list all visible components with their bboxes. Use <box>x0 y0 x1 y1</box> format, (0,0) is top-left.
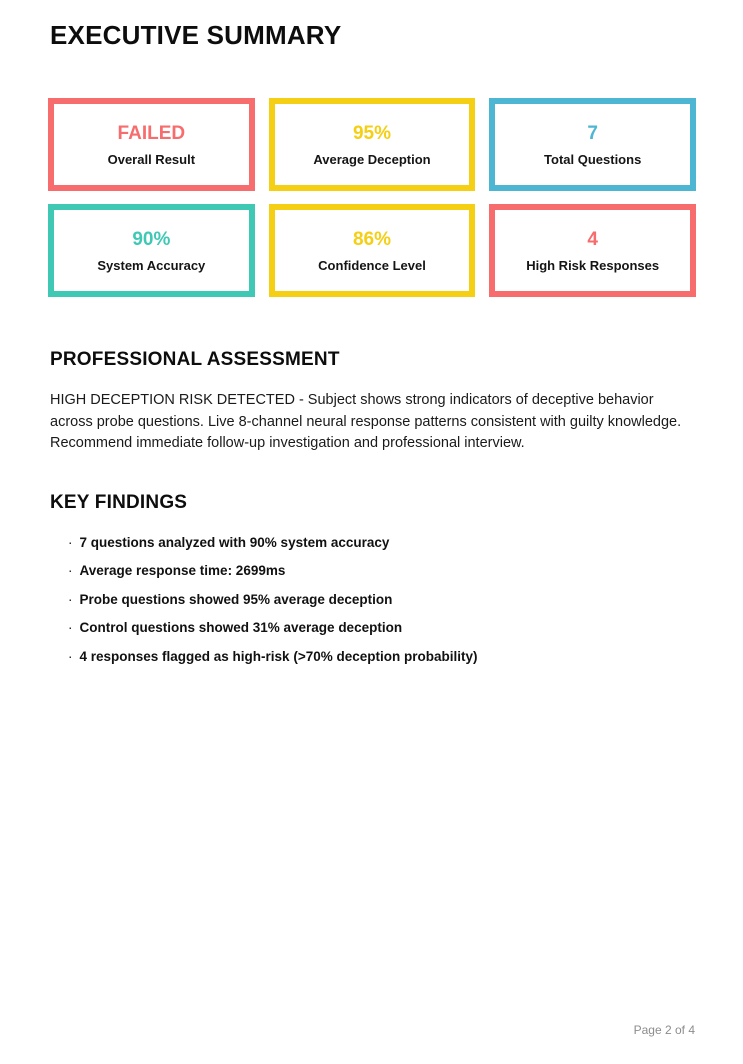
key-finding-item: · 7 questions analyzed with 90% system accuracy <box>68 534 693 551</box>
stat-label: Overall Result <box>107 151 196 167</box>
stat-value: 86% <box>352 228 391 250</box>
key-findings-heading: KEY FINDINGS <box>50 491 188 513</box>
key-finding-item: · Average response time: 2699ms <box>68 562 693 579</box>
page-number: Page 2 of 4 <box>633 1023 695 1037</box>
stat-card-system-accuracy <box>48 204 255 297</box>
stat-label: Confidence Level <box>318 257 426 273</box>
stat-card-average-deception <box>269 98 476 191</box>
stat-label: High Risk Responses <box>526 257 660 273</box>
stat-label: System Accuracy <box>97 257 206 273</box>
stat-value: 90% <box>132 228 171 250</box>
key-findings-list <box>68 534 693 665</box>
stat-card-total-questions <box>489 98 696 191</box>
professional-assessment-heading: PROFESSIONAL ASSESSMENT <box>50 349 340 370</box>
stat-label: Average Deception <box>313 151 431 167</box>
stat-card-confidence-level <box>269 204 476 297</box>
stat-label: Total Questions <box>544 151 642 167</box>
professional-assessment-body: HIGH DECEPTION RISK DETECTED - Subject shows strong indicators of deceptive behavior across probe questions. Live 8-channel neural response patterns consistent with guilty knowledge. Recommend immediate follow-up investigation and professional interview. <box>50 392 682 451</box>
stat-card-high-risk-responses <box>489 204 696 297</box>
stat-value: 4 <box>587 228 598 250</box>
stat-value: 95% <box>352 122 391 144</box>
stat-card-overall-result <box>48 98 255 191</box>
key-finding-item: · Control questions showed 31% average deception <box>68 619 693 636</box>
page-title: EXECUTIVE SUMMARY <box>50 20 342 50</box>
key-finding-item: · 4 responses flagged as high-risk (>70% deception probability) <box>68 648 693 665</box>
stat-value: 7 <box>587 122 598 144</box>
key-finding-item: · Probe questions showed 95% average deception <box>68 591 693 608</box>
stat-value: FAILED <box>117 122 186 144</box>
summary-cards-grid <box>48 98 696 297</box>
